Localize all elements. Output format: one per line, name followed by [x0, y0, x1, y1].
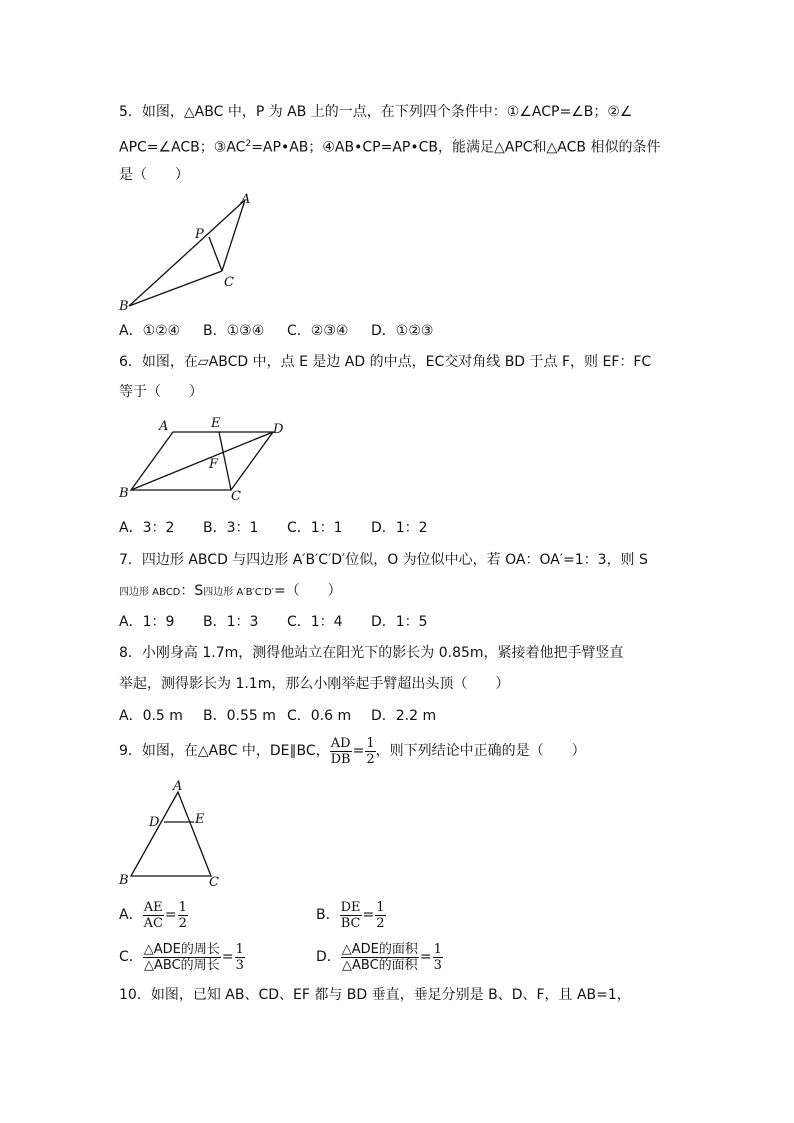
- q9-line1: [119, 735, 586, 767]
- q5-label-B: B: [119, 299, 129, 314]
- q9-option-d-fraction: [341, 942, 419, 973]
- q6-label-F: F: [209, 457, 219, 472]
- q9-option-d: [316, 940, 443, 974]
- q5-line2: [119, 134, 660, 158]
- q6-segment-EC: [219, 432, 231, 490]
- q9-option-a-value-numerator: 1: [178, 899, 187, 915]
- q8-option-c: C．0.6 m: [287, 708, 352, 724]
- q8-line2: 举起，测得影长为 1.1m，那么小刚举起手臂超出头顶（ ）: [119, 676, 510, 692]
- q9-option-c-value: [235, 942, 245, 973]
- q9-given-equals: =: [352, 743, 365, 759]
- q6-label-B: B: [119, 486, 129, 501]
- q5-triangle-figure: [115, 190, 280, 315]
- q9-given-ratio-denominator: DB: [330, 751, 351, 767]
- q9-option-b-fraction: [340, 900, 362, 931]
- q7-line2: [119, 581, 342, 603]
- q9-option-b-letter: B．: [316, 907, 340, 923]
- q7-line1: 7．四边形 ABCD 与四边形 A′B′C′D′位似，O 为位似中心，若 OA：OA′=1：3，则 S: [119, 552, 648, 568]
- q9-label-C: C: [209, 875, 219, 890]
- q7-subscript-abcd-prime: 四边形 A′B′C′D′: [203, 587, 274, 598]
- q7-subscript-abcd: 四边形 ABCD: [119, 587, 181, 598]
- q9-given-ratio-fraction: [330, 736, 352, 767]
- q9-triangle-figure: [115, 778, 225, 890]
- q6-label-D: D: [273, 422, 284, 437]
- q9-given-value-fraction: [365, 736, 375, 767]
- q5-option-a: A．①②④: [119, 323, 181, 339]
- q5-line2-part1: APC=∠ACB；③AC: [119, 139, 246, 156]
- q9-option-d-value: [433, 942, 443, 973]
- q9-option-d-equals: =: [419, 949, 432, 965]
- q9-option-d-value-numerator: 1: [433, 941, 442, 957]
- q6-line1: 6．如图，在▱ABCD 中，点 E 是边 AD 的中点，EC交对角线 BD 于点 F，则 EF：FC: [119, 354, 652, 370]
- q5-segment-BC: [129, 271, 222, 306]
- q9-given-ratio-numerator: AD: [330, 735, 351, 751]
- q9-line1-start: 9．如图，在△ABC 中，DE∥BC，: [119, 743, 330, 759]
- q9-label-B: B: [119, 873, 129, 888]
- q5-label-C: C: [224, 275, 234, 290]
- q6-label-C: C: [231, 489, 241, 504]
- q9-option-c-equals: =: [221, 949, 234, 965]
- q9-option-d-letter: D．: [316, 949, 341, 965]
- q9-option-a-letter: A．: [119, 907, 143, 923]
- q5-label-P: P: [195, 227, 204, 242]
- q9-option-a-equals: =: [164, 907, 177, 923]
- q6-option-d: D．1：2: [371, 520, 428, 536]
- q9-option-b-denominator: BC: [340, 915, 361, 931]
- q9-option-b-equals: =: [362, 907, 375, 923]
- q9-given-value-denominator: 2: [366, 751, 375, 767]
- q9-option-a-fraction: [143, 900, 164, 931]
- q9-option-b-numerator: DE: [340, 899, 361, 915]
- q7-option-c: C．1：4: [287, 614, 343, 630]
- q9-label-D: D: [149, 815, 160, 830]
- q7-ratio-s: ：S: [180, 583, 204, 599]
- q9-option-c-letter: C．: [119, 949, 143, 965]
- q9-option-c-value-denominator: 3: [235, 957, 244, 973]
- q7-option-a: A．1：9: [119, 614, 175, 630]
- q5-line2-superscript: 2: [245, 139, 252, 149]
- q9-option-d-denominator: △ABC的面积: [342, 957, 418, 973]
- q9-given-value-numerator: 1: [366, 735, 375, 751]
- q5-line3: 是（ ）: [119, 167, 189, 183]
- q6-line2: 等于（ ）: [119, 384, 203, 400]
- q9-option-c-denominator: △ABC的周长: [144, 957, 220, 973]
- q6-option-c: C．1：1: [287, 520, 343, 536]
- q5-label-A: A: [241, 192, 251, 207]
- q9-option-b-value: [375, 900, 385, 931]
- q6-option-a: A．3：2: [119, 520, 175, 536]
- q9-option-a-value-denominator: 2: [178, 915, 187, 931]
- q9-line1-end: ，则下列结论中正确的是（ ）: [375, 743, 586, 759]
- q9-option-a-value: [178, 900, 188, 931]
- q8-line1: 8．小刚身高 1.7m，测得他站立在阳光下的影长为 0.85m，紧接着他把手臂竖直: [119, 645, 624, 661]
- q7-option-d: D．1：5: [371, 614, 428, 630]
- q5-line1: 5．如图，△ABC 中，P 为 AB 上的一点，在下列四个条件中：①∠ACP=∠B；②∠: [119, 104, 633, 120]
- q6-label-A: A: [159, 419, 169, 434]
- q9-option-d-numerator: △ADE的面积: [341, 941, 418, 957]
- q9-option-b-value-denominator: 2: [376, 915, 385, 931]
- q5-option-d: D．①②③: [371, 323, 434, 339]
- q9-option-c-value-numerator: 1: [235, 941, 244, 957]
- q9-option-b: [316, 899, 386, 931]
- q9-triangle-ABC: [131, 792, 211, 876]
- q9-option-c-fraction: [143, 942, 221, 973]
- q9-option-a: [119, 899, 188, 931]
- q9-option-a-denominator: AC: [143, 915, 163, 931]
- q5-option-c: C．②③④: [287, 323, 349, 339]
- q5-segment-PC: [209, 237, 222, 271]
- q6-option-b: B．3：1: [203, 520, 259, 536]
- q5-option-b: B．①③④: [203, 323, 265, 339]
- q9-option-c: [119, 940, 245, 974]
- q8-option-b: B．0.55 m: [203, 708, 276, 724]
- q9-option-d-value-denominator: 3: [433, 957, 442, 973]
- q6-parallelogram-figure: [115, 412, 295, 504]
- q9-option-a-numerator: AE: [143, 899, 163, 915]
- q5-line2-part2: =AP•AB；④AB•CP=AP•CB，能满足△APC和△ACB 相似的条件: [251, 139, 661, 156]
- q9-label-A: A: [173, 779, 183, 794]
- q6-label-E: E: [211, 416, 221, 431]
- q8-option-d: D．2.2 m: [371, 708, 437, 724]
- q7-option-b: B．1：3: [203, 614, 259, 630]
- q9-option-b-value-numerator: 1: [376, 899, 385, 915]
- q7-line2-end: =（ ）: [273, 583, 342, 599]
- q9-option-c-numerator: △ADE的周长: [143, 941, 220, 957]
- q8-option-a: A．0.5 m: [119, 708, 183, 724]
- q9-label-E: E: [195, 812, 205, 827]
- q10-line1: 10．如图，已知 AB、CD、EF 都与 BD 垂直，垂足分别是 B、D、F，且 AB=1，: [119, 987, 631, 1003]
